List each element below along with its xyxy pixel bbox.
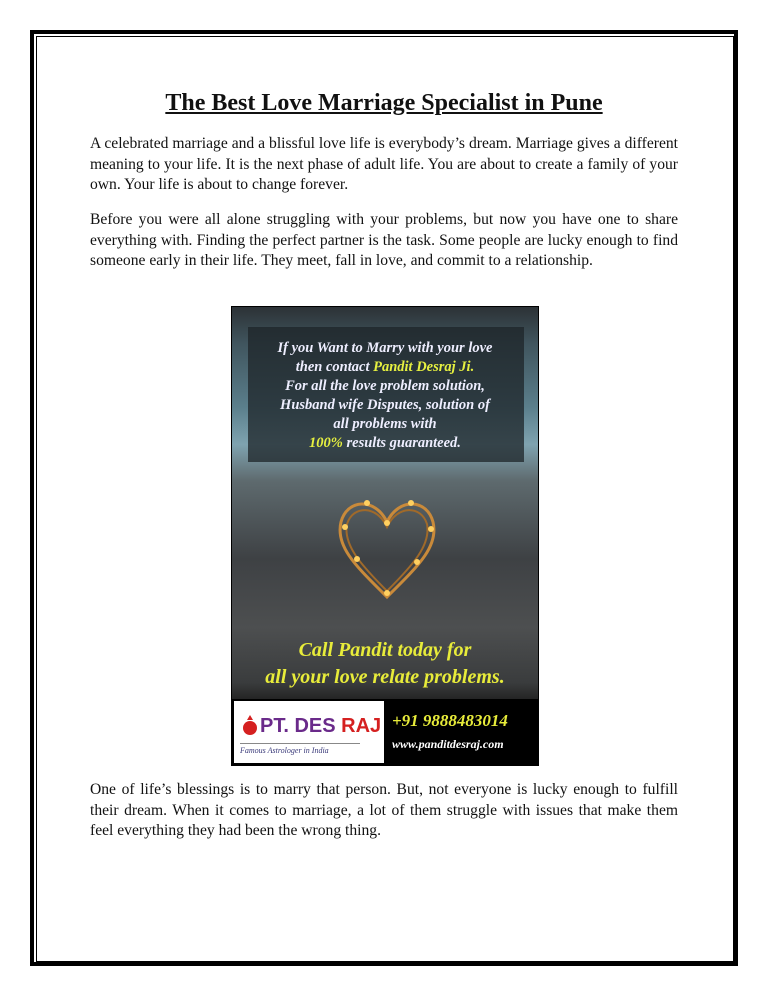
logo-name — [260, 715, 381, 738]
paragraph: Before you were all alone struggling with your problems, but now you have one to share everything with. Finding the perfect partner is the task. Some people are lucky enough to find someone early in their life. They meet, fall in love, and commit to a relationship. — [90, 211, 678, 269]
ad-line — [232, 358, 538, 377]
heart-lights-icon — [327, 487, 447, 607]
ad-line: If you Want to Marry with your love — [277, 340, 493, 356]
logo-text: PT. DES — [260, 715, 342, 737]
ad-line: all your love relate problems. — [265, 666, 505, 688]
ad-text: then contact — [295, 359, 374, 375]
logo-tagline: Famous Astrologer in India — [240, 743, 360, 755]
logo — [234, 701, 384, 763]
paragraph: One of life’s blessings is to marry that person. But, not everyone is lucky enough to fulfill their dream. When it comes to marriage, a lot of them struggle with issues that make them feel everything they had been the wrong thing. — [90, 781, 678, 839]
kalash-icon — [240, 713, 260, 737]
ad-line: For all the love problem solution, — [285, 378, 485, 394]
ad-call-to-action — [232, 637, 538, 691]
ad-text: results guaranteed. — [342, 435, 461, 451]
advertisement-image — [231, 306, 539, 766]
ad-line: Call Pandit today for — [298, 639, 472, 661]
phone-number: +91 9888483014 — [392, 711, 508, 730]
ad-highlight: Pandit Desraj Ji. — [373, 359, 475, 375]
ad-line — [232, 434, 538, 453]
ad-headline — [232, 339, 538, 453]
document-title: The Best Love Marriage Specialist in Pune — [165, 90, 603, 116]
paragraph: A celebrated marriage and a blissful love life is everybody’s dream. Marriage gives a different meaning to your life. It is the next phase of adult life. You are about to create a family of your own. Your life is about to change forever. — [90, 135, 678, 193]
ad-highlight: 100% — [309, 435, 343, 451]
website: www.panditdesraj.com — [392, 737, 504, 751]
ad-line: Husband wife Disputes, solution of — [280, 397, 490, 413]
ad-contact-bar — [232, 699, 538, 765]
ad-line: all problems with — [333, 416, 437, 432]
logo-text: RAJ — [341, 715, 382, 737]
